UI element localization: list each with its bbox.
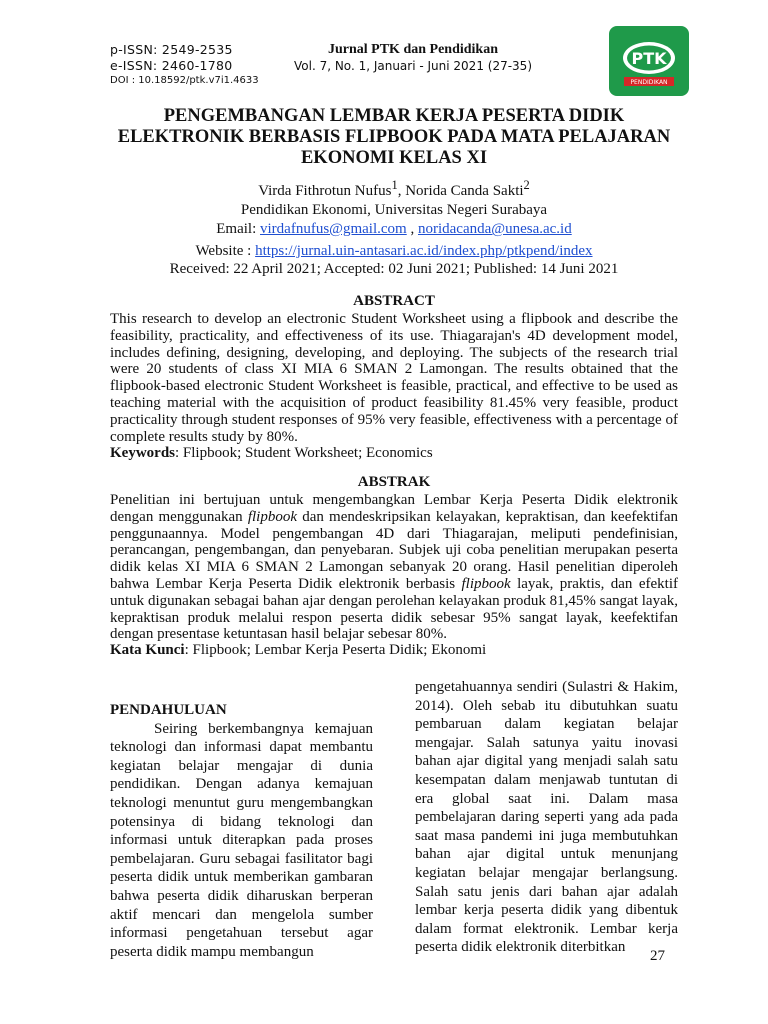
email-link-1[interactable]: virdafnufus@gmail.com (260, 221, 407, 237)
email-line (110, 220, 678, 239)
journal-volume: Vol. 7, No. 1, Januari - Juni 2021 (27-35) (293, 59, 532, 73)
author-2: Norida Canda Sakti (405, 183, 524, 199)
body-paragraph-left: Seiring berkembangnya kemajuan teknologi dan informasi dapat membantu kegiatan belajar mengajar di dunia pendidikan. Dengan adanya kemajuan teknologi menuntut guru mengembangkan potensinya di bidang teknologi dan informasi untuk diterapkan pada proses pembelajaran. Guru sebagai fasilitator bagi peserta didik untuk memberikan gambaran bahwa peserta didik diharuskan berperan aktif mencari dan mengelola sumber informasi pengetahuan tersebut agar peserta didik mampu membangun (110, 720, 373, 960)
author-block (110, 176, 678, 239)
left-column (110, 701, 373, 961)
abstract-text: This research to develop an electronic Student Worksheet using a flipbook and describe the feasibility, practicality, and effectiveness of its use. Thiagarajan's 4D development model, includes defining, designing, developing, and deploying. The subjects of the research trial were 20 students of class XI MIA 6 SMAN 2 Lamongan. The results obtained that the flipbook-based electronic Student Worksheet is feasible, practical, and effective to be used as teaching material with the acquisition of product feasibility 81.45% very feasible, product practicality through student responses of 95% very feasible, effectiveness with a percentage of complete results study by 80%. (110, 311, 678, 445)
abstrak-heading: ABSTRAK (357, 474, 431, 490)
kata-kunci (110, 642, 678, 659)
p-issn: p-ISSN: 2549-2535 (110, 42, 233, 57)
email-link-2[interactable]: noridacanda@unesa.ac.id (417, 221, 572, 237)
author-1-sup: 1 (391, 178, 398, 192)
journal-logo (608, 25, 690, 97)
email-separator: , (406, 221, 418, 237)
logo-subtext: PENDIDIKAN (630, 79, 668, 86)
journal-title: Jurnal PTK dan Pendidikan (327, 42, 498, 57)
publication-dates: Received: 22 April 2021; Accepted: 02 Juni 2021; Published: 14 Juni 2021 (169, 261, 619, 277)
issn-block (110, 42, 259, 87)
author-2-sup: 2 (523, 178, 530, 192)
author-names (110, 176, 678, 201)
keywords (110, 445, 678, 462)
abstrak-text (110, 492, 678, 643)
e-issn: e-ISSN: 2460-1780 (110, 58, 233, 73)
kata-kunci-label: Kata Kunci (110, 642, 185, 658)
body-paragraph-right: pengetahuannya sendiri (Sulastri & Hakim, 2014). Oleh sebab itu dibutuhkan suatu pembaruan dalam kegiatan belajar mengajar. Salah satunya yaitu inovasi bahan ajar digital yang menjadi salah satu kesempatan dalam menjawab tuntutan di era global saat ini. Dalam masa pembelajaran daring seperti yang ada pada saat masa pandemi ini juga membutuhkan bahan ajar digital untuk menunjang kegiatan belajar mengajar berlangsung. Salah satu jenis dari bahan ajar adalah lembar kerja peserta didik yang dibentuk dalam format elektronik. Lembar kerja peserta didik elektronik diterbitkan (415, 679, 678, 956)
journal-header (278, 42, 548, 74)
abstrak-part-3: layak, praktis, dan efektif untuk digunakan sebagai bahan ajar dengan perolehan kelayakan produk 81,45% sangat layak, kepraktisan produk melalui respon peserta didik sebesar 95% sangat layak, keefektifan dengan presentase ketuntasan hasil belajar sebesar 80%. (110, 575, 678, 643)
keywords-label: Keywords (110, 445, 175, 461)
abstrak-part-1: Penelitian ini bertujuan untuk mengembangkan Lembar Kerja Peserta Didik elektronik dengan menggunakan (110, 492, 678, 525)
kata-kunci-value: : Flipbook; Lembar Kerja Peserta Didik; Ekonomi (184, 642, 487, 658)
right-column (415, 678, 678, 957)
email-label: Email: (216, 221, 261, 237)
abstract-heading: ABSTRACT (353, 293, 435, 309)
section-heading: PENDAHULUAN (110, 702, 227, 718)
abstrak-italic-1: flipbook (247, 508, 298, 525)
page-number: 27 (650, 948, 665, 964)
abstrak-part-2: dan mendeskripsikan kelayakan, kepraktisan, dan keefektifan penggunaannya. Model pengembangan 4D dari Thiagarajan, meliputi pendefinisian, perancangan, pengembangan, dan penyebaran. Subjek uji coba penelitian merupakan peserta didik kelas XI MIA 6 SMAN 2 Lamongan sebanyak 20 orang. Hasil penelitian diperoleh bahwa Lembar Kerja Peserta Didik elektronik berbasis (110, 508, 678, 592)
keywords-value: : Flipbook; Student Worksheet; Economics (175, 445, 433, 461)
website-label: Website : (195, 243, 256, 259)
paper-title: PENGEMBANGAN LEMBAR KERJA PESERTA DIDIK ELEKTRONIK BERBASIS FLIPBOOK PADA MATA PELAJARAN EKONOMI KELAS XI (117, 106, 671, 168)
doi: DOI : 10.18592/ptk.v7i1.4633 (110, 75, 259, 86)
website-block (110, 242, 678, 278)
abstrak-italic-2: flipbook (461, 575, 511, 592)
website-link[interactable]: https://jurnal.uin-antasari.ac.id/index.php/ptkpend/index (255, 243, 593, 259)
affiliation: Pendidikan Ekonomi, Universitas Negeri Surabaya (240, 202, 548, 218)
author-separator: , (397, 183, 406, 199)
logo-text: PTK (631, 49, 667, 68)
author-1: Virda Fithrotun Nufus (258, 183, 392, 199)
